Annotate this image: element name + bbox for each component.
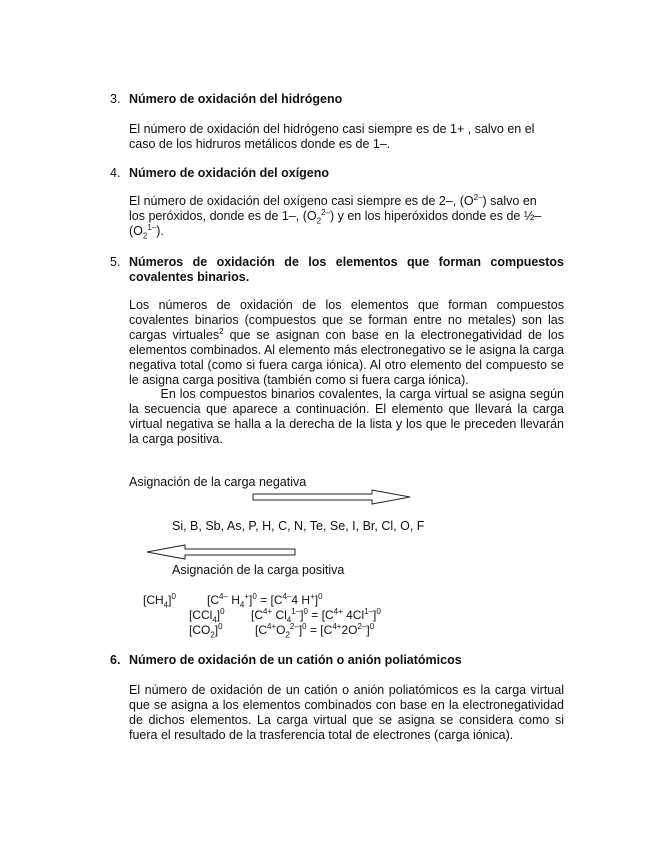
formula-co2 xyxy=(189,623,223,638)
text-run: [CH xyxy=(143,593,164,607)
section-3-number: 3. xyxy=(110,92,121,106)
superscript: 0 xyxy=(369,622,375,631)
formula-ch4-expansion xyxy=(207,593,323,608)
section-5-title-line-2: covalentes binarios. xyxy=(129,270,250,284)
section-5-title-line-1: Números de oxidación de los elementos que forman compuestos xyxy=(129,255,564,269)
text-run: que se asignan con base en la electronegatividad de los elementos combinados. Al elemento más electronegativo se le asigna la carga negativa total (como si fuera carga iónica). Al otro elemento del compuesto se le asigna carga positiva (también como si fuera carga iónica). xyxy=(129,328,564,387)
text-run: ] xyxy=(366,623,370,637)
section-5-paragraph-1 xyxy=(129,298,564,388)
superscript: 0 xyxy=(318,592,323,601)
text-run: El número de oxidación del oxígeno casi siempre es de 2–, (O xyxy=(129,194,474,208)
section-6-title: Número de oxidación de un catión o anión poliatómicos xyxy=(129,653,462,667)
text-run: = [C xyxy=(307,608,334,622)
superscript: 0 xyxy=(171,592,176,601)
section-3-title: Número de oxidación del hidrógeno xyxy=(129,92,343,106)
subscript: 4 xyxy=(212,615,217,625)
section-4-title: Número de oxidación del oxígeno xyxy=(129,166,330,180)
text-run: [C xyxy=(251,608,263,622)
section-5-number: 5. xyxy=(110,255,121,269)
superscript: 4– xyxy=(219,592,228,601)
superscript: 2– xyxy=(321,207,330,217)
section-4-body-line-1 xyxy=(129,194,564,209)
section-5-paragraph-2: En los compuestos binarios covalentes, la carga virtual se asigna según la secuencia que aparece a continuación. El elemento que llevará la carga virtual negativa se halla a la derecha de la lista y los que le preceden llevarán la carga positiva. xyxy=(129,387,568,446)
text-run: ] xyxy=(249,593,253,607)
superscript: + xyxy=(310,592,315,601)
formula-co2-expansion xyxy=(255,623,374,638)
text-run: ] xyxy=(300,608,304,622)
text-run: = [C xyxy=(306,623,333,637)
text-run: [CCl xyxy=(189,608,213,622)
text-run: ] xyxy=(214,623,219,637)
superscript: 4+ xyxy=(332,622,342,631)
superscript: 0 xyxy=(302,622,307,631)
electronegativity-sequence: Si, B, Sb, As, P, H, C, N, Te, Se, I, Br, Cl, O, F xyxy=(172,519,425,533)
formula-ccl4 xyxy=(189,608,225,623)
superscript: 2– xyxy=(357,622,367,631)
section-5-title xyxy=(129,255,564,285)
text-run: ) salvo en xyxy=(482,194,537,208)
text-run: ] xyxy=(298,623,303,637)
superscript: 1– xyxy=(291,607,301,616)
superscript: 0 xyxy=(303,607,308,616)
text-run: = [C xyxy=(256,593,283,607)
superscript: 0 xyxy=(220,607,225,616)
text-run: ] xyxy=(216,608,221,622)
text-run: los peróxidos, donde es de 1–, (O xyxy=(129,209,317,223)
text-run: ). xyxy=(156,224,164,238)
text-run: ) y en los hiperóxidos donde es de ½– xyxy=(329,209,542,223)
text-run: 4 H xyxy=(291,593,311,607)
footnote-marker: 2 xyxy=(219,326,224,336)
subscript: 2 xyxy=(316,216,322,226)
text-run: ] xyxy=(168,593,172,607)
text-run: H xyxy=(227,593,240,607)
subscript: 4 xyxy=(286,615,292,625)
section-3-body xyxy=(129,122,564,152)
superscript: 2– xyxy=(473,192,483,202)
subscript: 2 xyxy=(210,630,215,640)
section-4-body-line-2 xyxy=(129,209,564,224)
negative-charge-label: Asignación de la carga negativa xyxy=(129,475,307,489)
section-6-body: El número de oxidación de un catión o anión poliatómicos es la carga virtual que se asigna a los elementos combinados con base en la electronegatividad de dichos elementos. La carga virtual que se asigna se considera como si fuera el resultado de la trasferencia total de electrones (carga iónica). xyxy=(129,683,564,742)
superscript: 4+ xyxy=(333,607,343,616)
superscript: 1– xyxy=(364,607,374,616)
text-run: 4Cl xyxy=(342,608,365,622)
subscript: 2 xyxy=(142,231,148,241)
superscript: 0 xyxy=(252,592,257,601)
superscript: 4+ xyxy=(263,607,273,616)
text-run: 2O xyxy=(341,623,358,637)
text-run: [CO xyxy=(189,623,211,637)
superscript: 4– xyxy=(282,592,292,601)
positive-charge-label: Asignación de la carga positiva xyxy=(172,563,345,577)
text-run: Los números de oxidación de los elementos que forman compuestos covalentes binarios (compuestos que se forman entre no metales) son las cargas virtuales xyxy=(129,298,564,342)
text-run: (O xyxy=(129,224,143,238)
text-run: [C xyxy=(207,593,219,607)
text-run: ] xyxy=(373,608,377,622)
section-6-number: 6. xyxy=(110,653,121,667)
section-4-body-line-3 xyxy=(129,224,564,239)
superscript: 2– xyxy=(289,622,299,631)
text-run: O xyxy=(276,623,286,637)
superscript: 4+ xyxy=(267,622,277,631)
superscript: 0 xyxy=(376,607,381,616)
section-3-body-line-1: El número de oxidación del hidrógeno casi siempre es de 1+ , salvo en el xyxy=(129,122,535,136)
formula-ccl4-expansion xyxy=(251,608,381,623)
section-3-body-line-2: caso de los hidruros metálicos donde es de 1–. xyxy=(129,137,391,151)
formula-ch4 xyxy=(143,593,176,608)
section-4-number: 4. xyxy=(110,166,121,180)
text-run: [C xyxy=(255,623,267,637)
superscript: + xyxy=(244,592,250,601)
text-run: Cl xyxy=(272,608,287,622)
left-arrow-icon xyxy=(145,544,297,560)
superscript: 0 xyxy=(218,622,223,631)
superscript: 1– xyxy=(147,222,157,232)
subscript: 4 xyxy=(239,600,245,610)
text-run: ] xyxy=(314,593,319,607)
subscript: 2 xyxy=(285,630,290,640)
subscript: 4 xyxy=(163,600,169,610)
section-4-body xyxy=(129,194,564,239)
right-arrow-icon xyxy=(252,489,414,505)
